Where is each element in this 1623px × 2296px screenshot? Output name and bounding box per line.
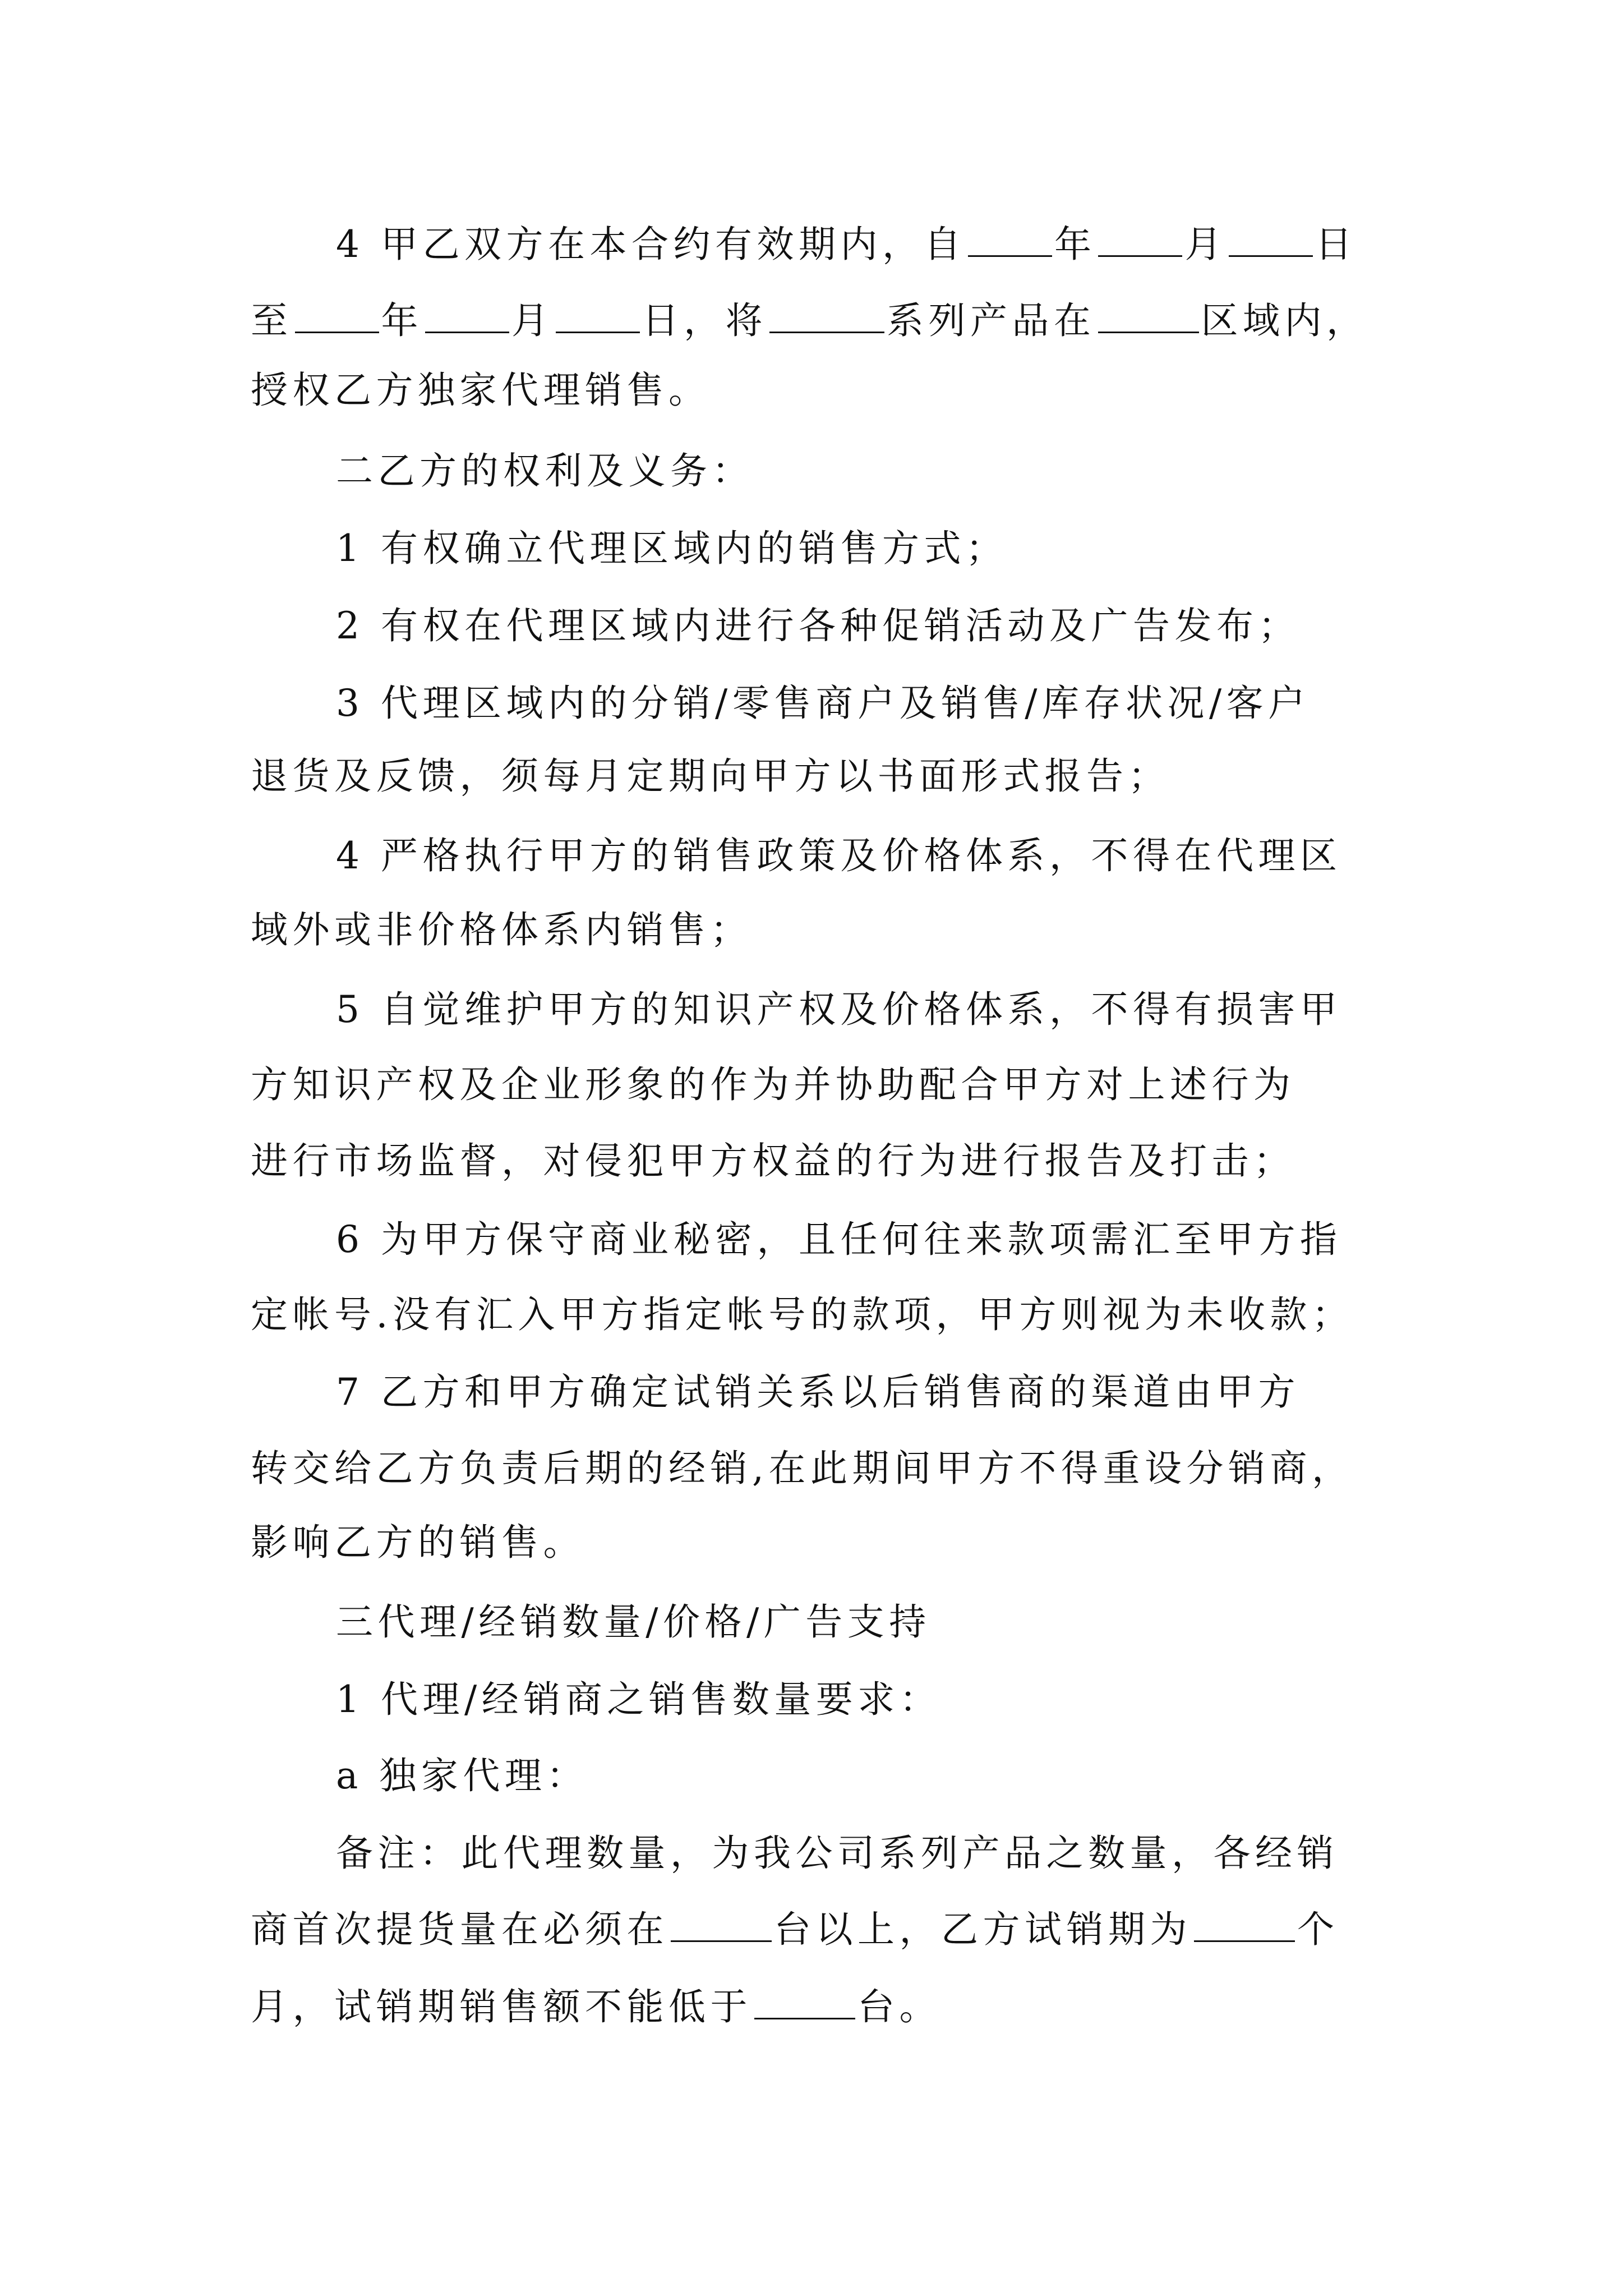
clause-b5-line-2: 方知识产权及企业形象的作为并协助配合甲方对上述行为 [251,1063,1295,1106]
fill-in-blank [968,223,1052,257]
clause-a4-line-1 [251,217,1474,273]
fill-in-blank [754,1985,855,2019]
clause-a4-line-2 [251,293,1389,349]
fill-in-blank [1098,223,1182,257]
text-segment: 年 [381,299,423,342]
text-segment: 月 [1184,223,1227,266]
text-segment: 台。 [857,1985,941,2028]
clause-c1a: a 独家代理： [336,1754,588,1797]
text-segment: 日，将 [642,299,767,342]
clause-c1: 1 代理/经销商之销售数量要求： [336,1678,942,1721]
text-segment: 日 [1315,223,1357,266]
fill-in-blank [671,1908,772,1942]
text-segment: 区域内， [1201,299,1368,342]
clause-b7-line-1: 7 乙方和甲方确定试销关系以后销售商的渠道由甲方 [336,1370,1300,1414]
clause-b7-line-3: 影响乙方的销售。 [251,1521,585,1564]
clause-a4-line-3: 授权乙方独家代理销售。 [251,369,711,412]
clause-b6-line-1: 6 为甲方保守商业秘密，且任何往来款项需汇至甲方指 [336,1218,1342,1261]
text-segment: 4 甲乙双方在本合约有效期内，自 [336,223,966,266]
clause-b4-line-1: 4 严格执行甲方的销售政策及价格体系，不得在代理区 [336,834,1342,877]
clause-b1: 1 有权确立代理区域内的销售方式； [336,527,1008,570]
fill-in-blank [1098,299,1199,333]
text-segment: 年 [1054,223,1096,266]
clause-b3-line-2: 退货及反馈，须每月定期向甲方以书面形式报告； [251,754,1170,798]
remark-line-3 [251,1979,1389,2035]
fill-in-blank [556,299,640,333]
clause-b2: 2 有权在代理区域内进行各种促销活动及广告发布； [336,604,1300,647]
clause-b5-line-1: 5 自觉维护甲方的知识产权及价格体系，不得有损害甲 [336,988,1342,1031]
remark-line-2 [251,1902,1389,1958]
clause-b4-line-2: 域外或非价格体系内销售； [251,908,752,951]
fill-in-blank [1194,1908,1295,1942]
text-segment: 至 [251,299,293,342]
fill-in-blank [769,299,884,333]
text-segment: 系列产品在 [887,299,1096,342]
clause-b3-line-1: 3 代理区域内的分销/零售商户及销售/库存状况/客户 [336,682,1310,725]
text-segment: 商首次提货量在必须在 [251,1908,668,1951]
fill-in-blank [1229,223,1313,257]
section-heading-3: 三代理/经销数量/价格/广告支持 [336,1600,931,1644]
text-segment: 台以上，乙方试销期为 [774,1908,1192,1951]
clause-b7-line-2: 转交给乙方负责后期的经销,在此期间甲方不得重设分销商， [251,1447,1354,1490]
text-segment: 月，试销期销售额不能低于 [251,1985,752,2028]
clause-b5-line-3: 进行市场监督，对侵犯甲方权益的行为进行报告及打击； [251,1139,1295,1182]
section-heading-2: 二乙方的权利及义务： [336,449,754,493]
text-segment: 个 [1297,1908,1339,1951]
clause-b6-line-2: 定帐号.没有汇入甲方指定帐号的款项，甲方则视为未收款； [251,1293,1354,1336]
fill-in-blank [425,299,509,333]
text-segment: 月 [511,299,554,342]
remark-line-1: 备注：此代理数量，为我公司系列产品之数量，各经销 [336,1832,1339,1875]
fill-in-blank [295,299,379,333]
